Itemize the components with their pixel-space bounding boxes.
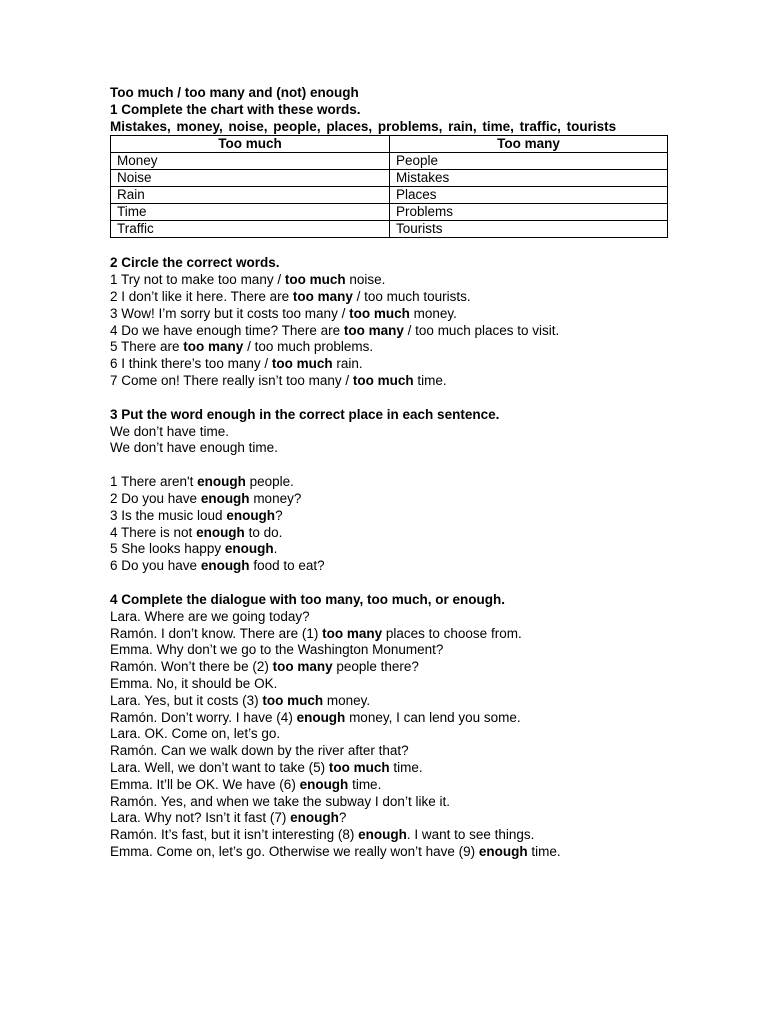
dialogue-line: Lara. OK. Come on, let’s go.	[110, 726, 281, 742]
chart-cell: Mistakes	[390, 170, 668, 187]
example-sentence: We don’t have time.	[110, 423, 230, 439]
exercise-item: 5 There are too many / too much problems.	[110, 339, 374, 355]
exercise-item: 4 There is not enough to do.	[110, 524, 283, 540]
chart-cell: Problems	[390, 204, 668, 221]
answer-text: enough	[200, 490, 250, 506]
answer-text: enough	[296, 709, 346, 725]
dialogue-line: Lara. Yes, but it costs (3) too much money.	[110, 692, 371, 708]
exercise-item: 2 I don’t like it here. There are too many / too much tourists.	[110, 288, 471, 304]
dialogue-line: Lara. Where are we going today?	[110, 608, 310, 624]
chart-cell: Money	[111, 153, 390, 170]
answer-text: enough	[358, 827, 407, 843]
exercise-item: 7 Come on! There really isn’t too many / too much time.	[110, 372, 447, 388]
answer-text: too much	[352, 372, 414, 388]
dialogue-line: Ramón. Can we walk down by the river after that?	[110, 743, 409, 759]
answer-text: too many	[183, 339, 244, 355]
chart-cell: Tourists	[390, 221, 668, 238]
exercise-item: 1 Try not to make too many / too much noise.	[110, 272, 386, 288]
dialogue-line: Emma. Why don’t we go to the Washington Monument?	[110, 642, 444, 658]
chart-row	[111, 221, 668, 238]
chart-cell: Traffic	[111, 221, 390, 238]
chart-cell: Rain	[111, 187, 390, 204]
exercise-item: 6 I think there’s too many / too much rain.	[110, 356, 363, 372]
section1-heading: 1 Complete the chart with these words.	[110, 101, 361, 117]
exercise-item: 3 Is the music loud enough?	[110, 507, 283, 523]
section3-heading: 3 Put the word enough in the correct place in each sentence.	[110, 406, 500, 422]
exercise-item: 3 Wow! I’m sorry but it costs too many / too much money.	[110, 305, 457, 321]
worksheet-title: Too much / too many and (not) enough	[110, 85, 359, 100]
answer-text: enough	[478, 843, 528, 859]
chart-cell: Places	[390, 187, 668, 204]
exercise-item: 6 Do you have enough food to eat?	[110, 558, 325, 574]
dialogue-line: Emma. Come on, let’s go. Otherwise we really won’t have (9) enough time.	[110, 843, 561, 859]
section4-heading: 4 Complete the dialogue with too many, too much, or enough.	[110, 591, 506, 607]
chart-cell: Time	[111, 204, 390, 221]
chart-header-too-many: Too many	[390, 136, 668, 153]
dialogue-line: Ramón. It’s fast, but it isn’t interesting (8) enough. I want to see things.	[110, 827, 535, 843]
answer-text: too many	[322, 625, 383, 641]
answer-text: enough	[197, 474, 246, 490]
exercise-item: 2 Do you have enough money?	[110, 490, 302, 506]
chart-header-too-much: Too much	[111, 136, 390, 153]
exercise-item: 4 Do we have enough time? There are too many / too much places to visit.	[110, 322, 560, 338]
worksheet-page	[110, 85, 668, 861]
answer-text: too much	[271, 356, 333, 372]
section3-list	[110, 474, 668, 575]
word-chart	[110, 135, 668, 238]
chart-row	[111, 204, 668, 221]
answer-text: too many	[272, 659, 333, 675]
dialogue-line: Lara. Well, we don’t want to take (5) too much time.	[110, 759, 423, 775]
chart-row	[111, 170, 668, 187]
answer-text: enough	[226, 507, 276, 523]
dialogue	[110, 609, 668, 861]
section2-list	[110, 272, 668, 390]
chart-row	[111, 153, 668, 170]
dialogue-line: Ramón. I don’t know. There are (1) too many places to choose from.	[110, 625, 522, 641]
answer-text: enough	[200, 558, 250, 574]
answer-text: too many	[343, 322, 404, 338]
chart-row	[111, 187, 668, 204]
dialogue-line: Ramón. Yes, and when we take the subway I don’t like it.	[110, 793, 450, 809]
answer-text: too much	[328, 759, 390, 775]
dialogue-line: Emma. It’ll be OK. We have (6) enough time.	[110, 776, 382, 792]
answer-text: enough	[299, 776, 349, 792]
answer-text: too much	[284, 272, 346, 288]
section1-word-list: Mistakes, money, noise, people, places, problems, rain, time, traffic, tourists	[110, 118, 617, 134]
dialogue-line: Emma. No, it should be OK.	[110, 675, 278, 691]
dialogue-line: Ramón. Don’t worry. I have (4) enough money, I can lend you some.	[110, 709, 521, 725]
chart-cell: People	[390, 153, 668, 170]
chart-cell: Noise	[111, 170, 390, 187]
answer-text: too much	[349, 305, 410, 321]
example-answer: We don’t have enough time.	[110, 440, 278, 456]
answer-text: enough	[224, 541, 274, 557]
answer-text: enough	[196, 524, 245, 540]
exercise-item: 5 She looks happy enough.	[110, 541, 278, 557]
exercise-item: 1 There aren't enough people.	[110, 474, 294, 490]
answer-text: enough	[290, 810, 339, 826]
dialogue-line: Ramón. Won’t there be (2) too many people there?	[110, 659, 419, 675]
dialogue-line: Lara. Why not? Isn’t it fast (7) enough?	[110, 810, 347, 826]
chart-header-row	[111, 136, 668, 153]
answer-text: too many	[292, 288, 353, 304]
answer-text: too much	[262, 692, 324, 708]
section2-heading: 2 Circle the correct words.	[110, 255, 280, 271]
